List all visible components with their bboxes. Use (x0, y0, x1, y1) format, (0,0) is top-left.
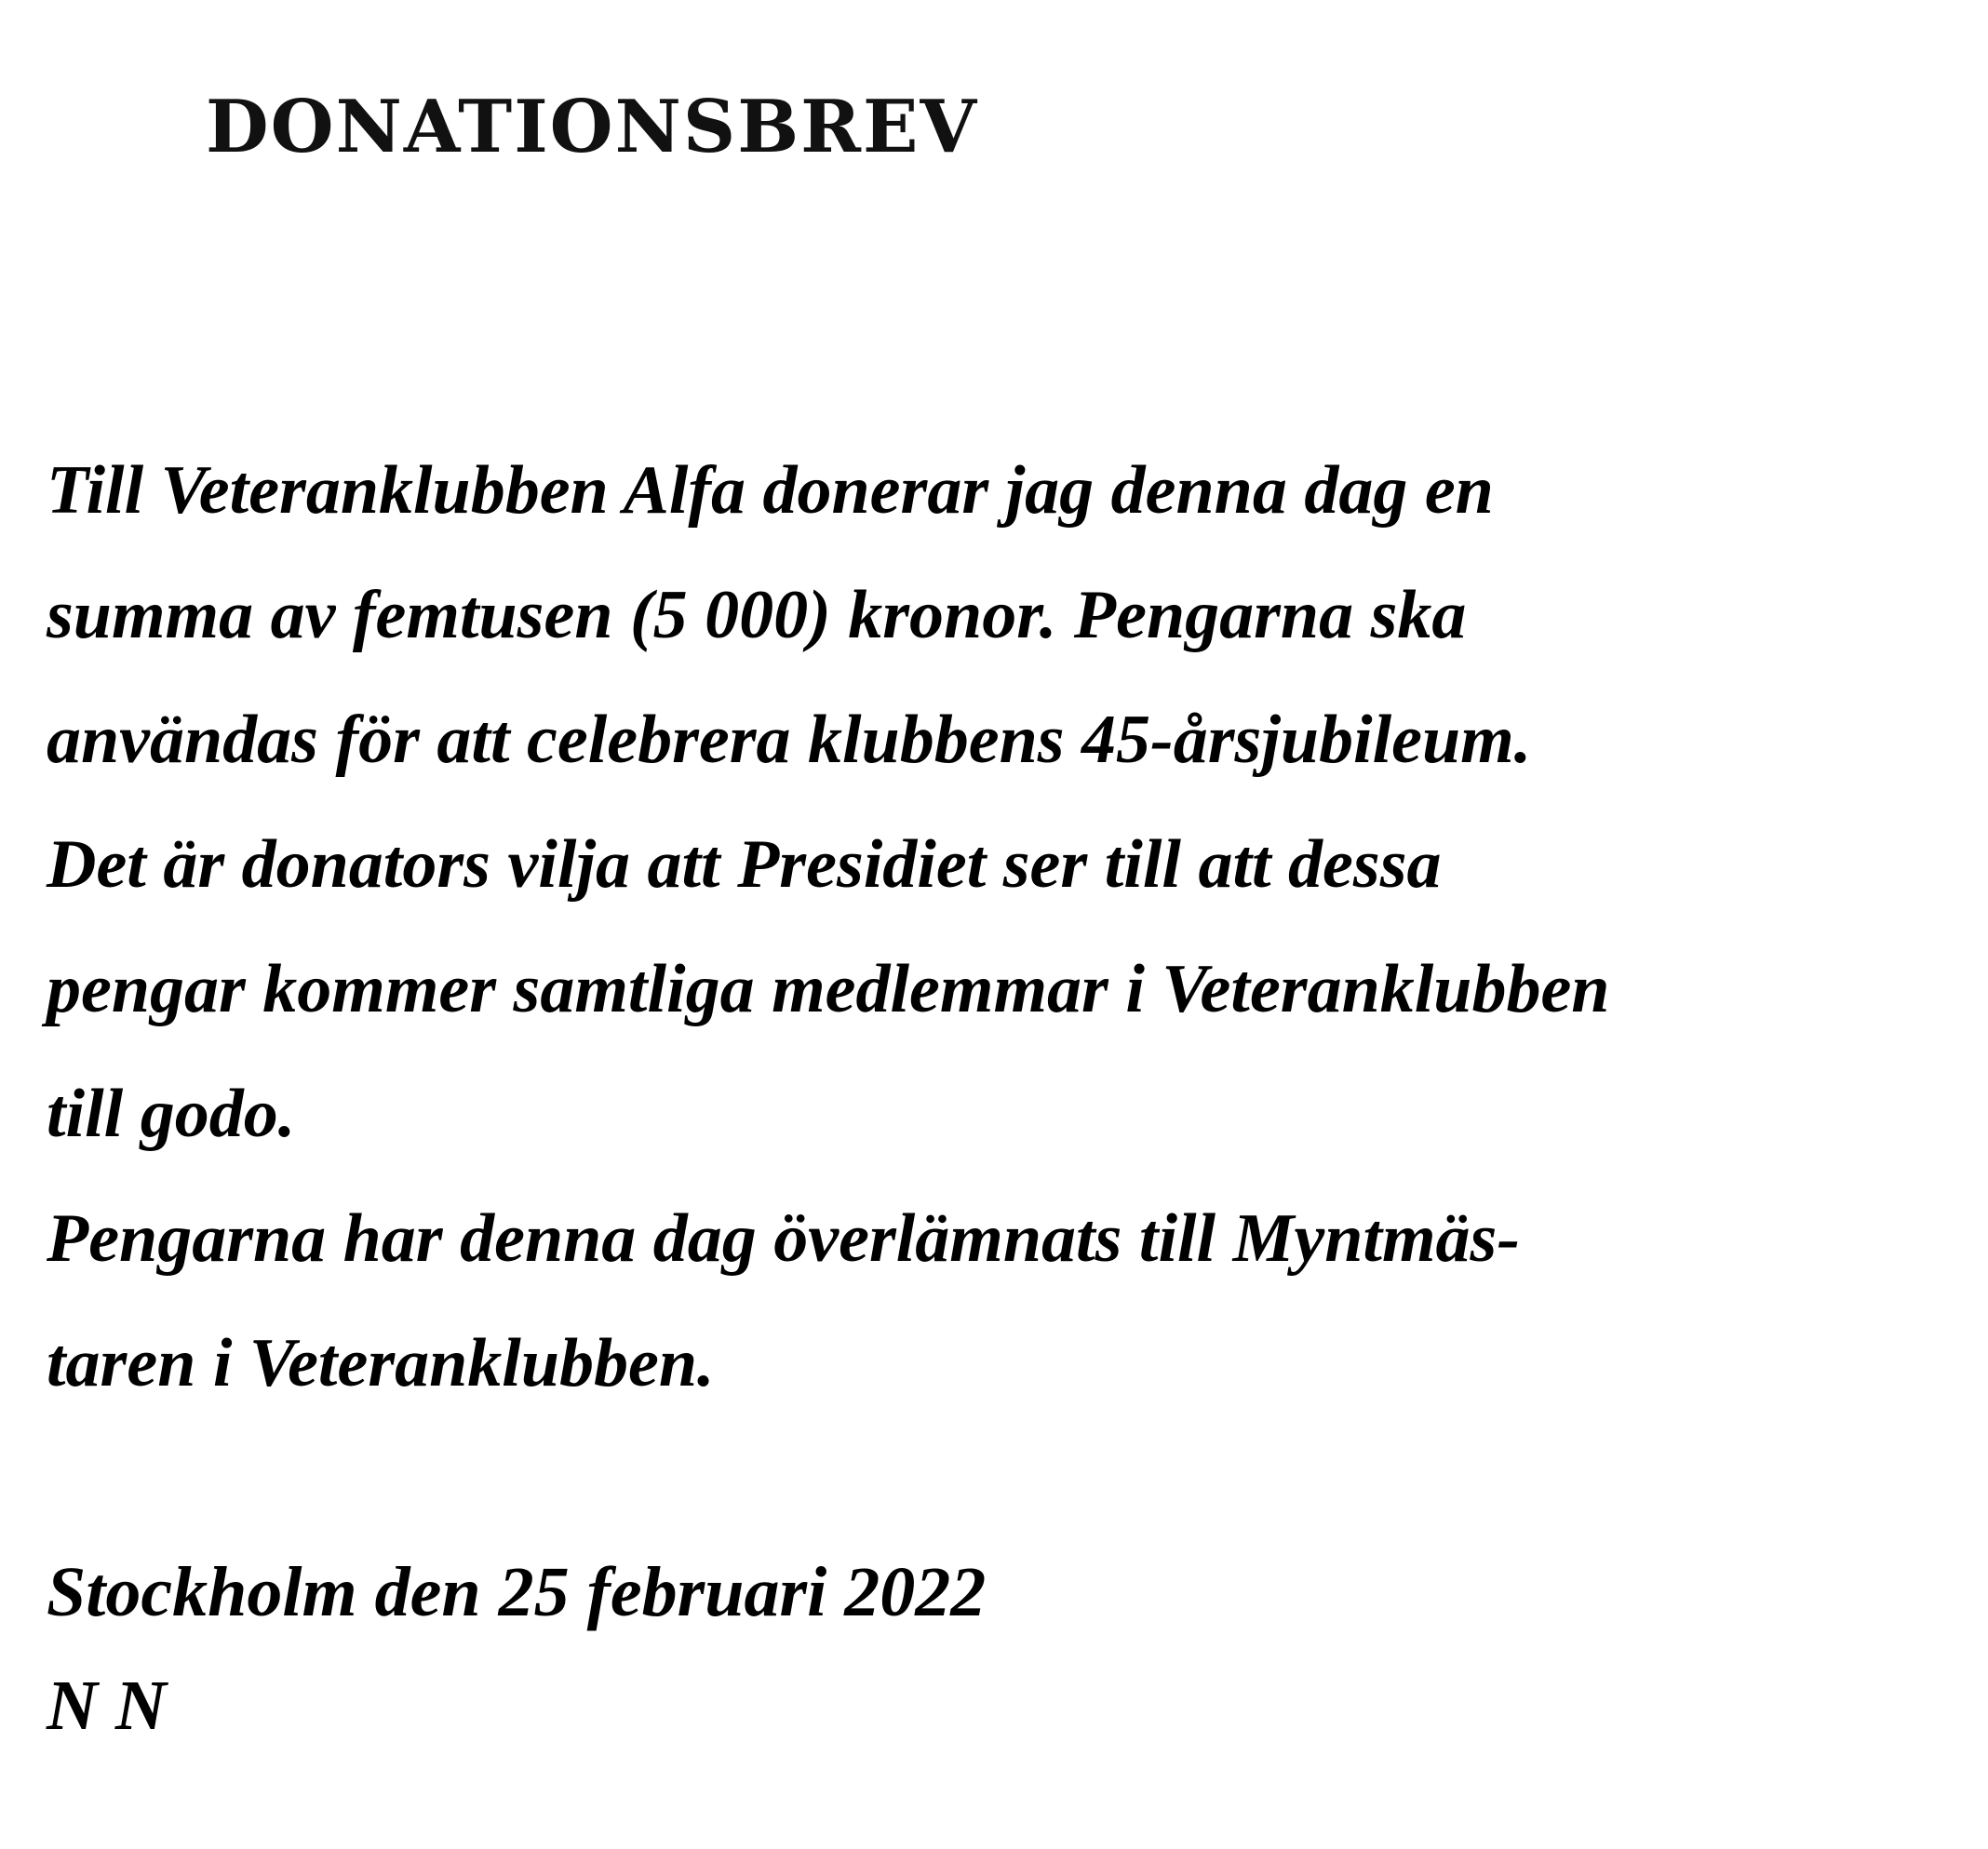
body-line: pengar kommer samtliga medlemmar i Veteranklubben (47, 951, 1610, 1027)
signature-block (47, 1535, 986, 1762)
letter-body (47, 428, 1945, 1426)
body-line: taren i Veteranklubben. (47, 1325, 715, 1401)
body-line: Till Veteranklubben Alfa donerar jag denna dag en (47, 452, 1494, 529)
place-date: Stockholm den 25 februari 2022 (47, 1553, 987, 1631)
signature: N N (47, 1667, 167, 1745)
body-line: användas för att celebrera klubbens 45-årsjubileum. (47, 702, 1532, 778)
body-line: Det är donators vilja att Presidiet ser till att dessa (47, 826, 1442, 903)
body-line: summa av femtusen (5 000) kronor. Pengarna ska (47, 577, 1467, 653)
letter-title: DONATIONSBREV (206, 85, 978, 169)
body-line: Pengarna har denna dag överlämnats till Myntmäs- (47, 1200, 1520, 1277)
body-line: till godo. (47, 1076, 296, 1152)
